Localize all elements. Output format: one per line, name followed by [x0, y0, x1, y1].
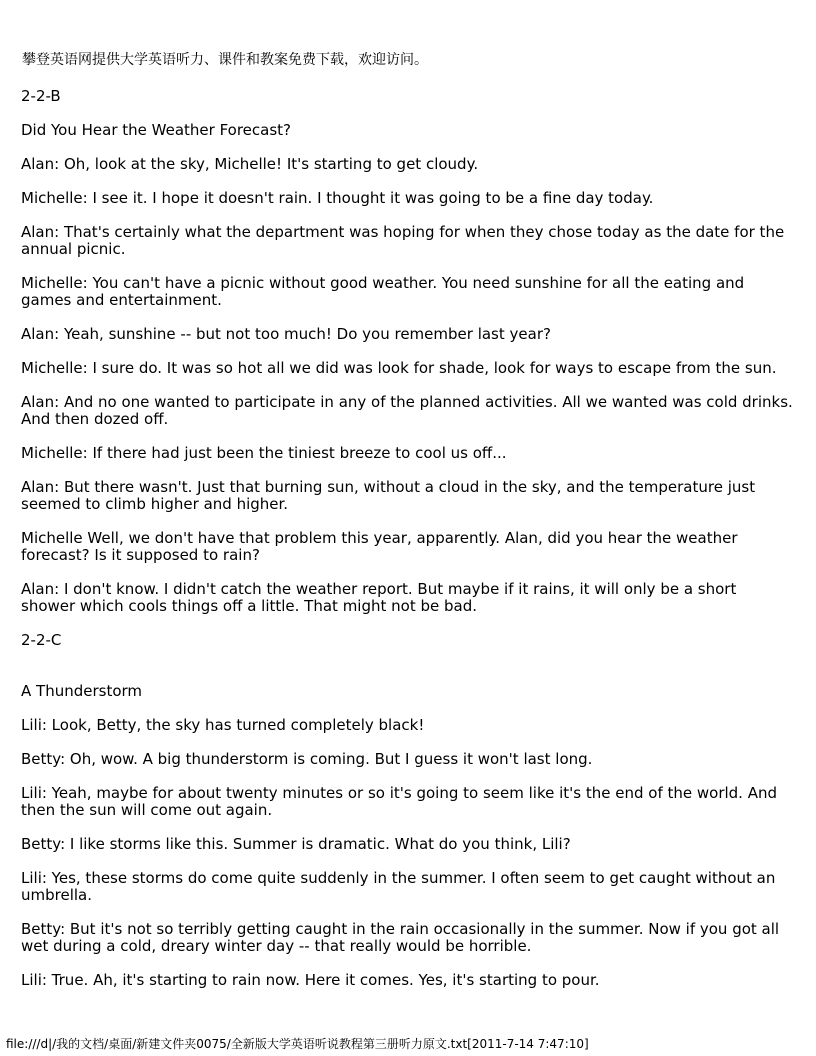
dialogue-line: Betty: But it's not so terribly getting caught in the rain occasionally in the summer. Now if you got all wet during a cold, dreary winter day -- that really would be horrible.: [21, 920, 780, 955]
section-id-2-2-b: 2-2-B: [21, 87, 61, 105]
transcript-body: [21, 88, 793, 1006]
dialogue-line: Alan: I don't know. I didn't catch the weather report. But maybe if it rains, it will only be a short shower which cools things off a little. That might not be bad.: [21, 580, 737, 615]
dialogue-line: Lili: Yeah, maybe for about twenty minutes or so it's going to seem like it's the end of the world. And then the sun will come out again.: [21, 784, 778, 819]
dialogue-line: Alan: And no one wanted to participate in any of the planned activities. All we wanted was cold drinks. And then dozed off.: [21, 393, 793, 428]
dialogue-line: Alan: That's certainly what the department was hoping for when they chose today as the date for the annual picnic.: [21, 223, 785, 258]
dialogue-line: Betty: Oh, wow. A big thunderstorm is coming. But I guess it won't last long.: [21, 750, 593, 768]
dialogue-line: Lili: Look, Betty, the sky has turned completely black!: [21, 716, 425, 734]
dialogue-line: Michelle: I see it. I hope it doesn't rain. I thought it was going to be a fine day today.: [21, 189, 654, 207]
section-title: Did You Hear the Weather Forecast?: [21, 121, 292, 139]
section-id-2-2-c: 2-2-C: [21, 631, 62, 649]
dialogue-line: Betty: I like storms like this. Summer is dramatic. What do you think, Lili?: [21, 835, 571, 853]
dialogue-line: Michelle: If there had just been the tiniest breeze to cool us off...: [21, 444, 507, 462]
file-path-footer: file:///d|/我的文档/桌面/新建文件夹0075/全新版大学英语听说教程第三册听力原文.txt[2011-7-14 7:47:10]: [6, 1037, 589, 1051]
section-title: A Thunderstorm: [21, 682, 143, 700]
dialogue-line: Michelle Well, we don't have that problem this year, apparently. Alan, did you hear the weather forecast? Is it supposed to rain?: [21, 529, 738, 564]
header-note: 攀登英语网提供大学英语听力、课件和教案免费下载，欢迎访问。: [22, 52, 428, 68]
dialogue-line: Alan: Yeah, sunshine -- but not too much! Do you remember last year?: [21, 325, 551, 343]
dialogue-line: Michelle: You can't have a picnic without good weather. You need sunshine for all the eating and games and entertainment.: [21, 274, 745, 309]
dialogue-line: Lili: True. Ah, it's starting to rain now. Here it comes. Yes, it's starting to pour.: [21, 971, 600, 989]
dialogue-line: Lili: Yes, these storms do come quite suddenly in the summer. I often seem to get caught without an umbrella.: [21, 869, 776, 904]
dialogue-line: Michelle: I sure do. It was so hot all we did was look for shade, look for ways to escape from the sun.: [21, 359, 777, 377]
dialogue-line: Alan: Oh, look at the sky, Michelle! It's starting to get cloudy.: [21, 155, 479, 173]
dialogue-line: Alan: But there wasn't. Just that burning sun, without a cloud in the sky, and the temperature just seemed to climb higher and higher.: [21, 478, 756, 513]
